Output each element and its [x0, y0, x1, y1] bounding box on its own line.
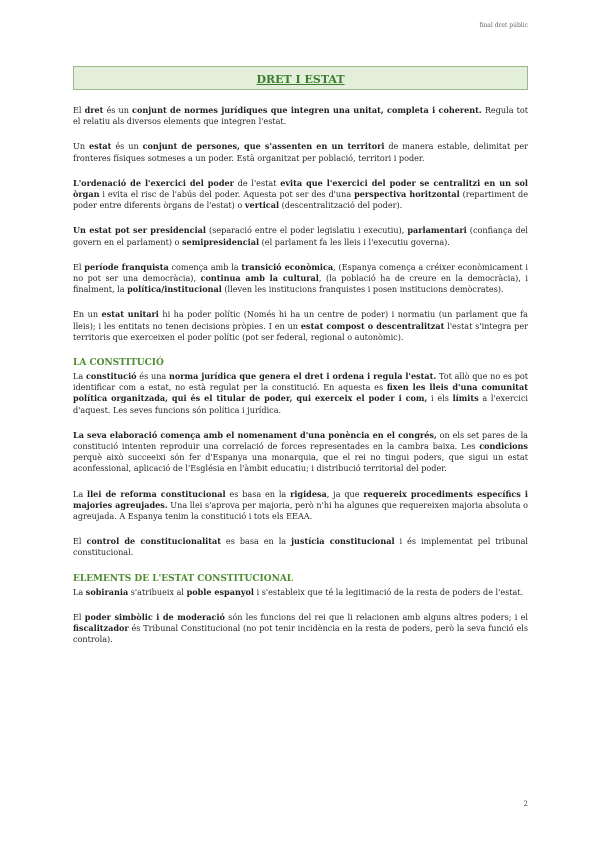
bold-term: L'ordenació de l'exercici del poder — [73, 177, 234, 188]
paragraph: El control de constitucionalitat es basa en la justícia constitucional i és implementat pel tribunal constitucional. — [73, 536, 528, 558]
paragraph: La constitució és una norma jurídica que genera el dret i ordena i regula l'estat. Tot allò que no es pot identificar com a estat, no està regulat per la constitució. En aquesta es fixen les lleis d'una comunitat política organitzada, qui és el titular de poder, qui exerceix el poder i com, i els límits a l'exercici d'aquest. Les seves funcions són política i jurídica. — [73, 371, 529, 415]
bold-term: política/institucional — [127, 284, 222, 295]
bold-term: evita que l'exercici del poder se centralitzi en un sol òrgan — [73, 177, 528, 200]
paragraph: Un estat és un conjunt de persones, que s'assenten en un territori de manera estable, delimitat per fronteres físiques sotmeses a un poder. Està organitzat per població, territori i poder. — [73, 141, 529, 163]
paragraph: La seva elaboració comença amb el nomenament d'una ponència en el congrés, on els set pares de la constitució intenten reproduir una correlació de forces representades en la cambra baixa. Les condicions perquè això succeeixi són fer d'Espanya una monarquia, que el rei no tingui poders, que sigui un estat aconfessional, aplicació de l'Església en l'àmbit educatiu; i distribució territorial del poder. — [73, 429, 528, 474]
bold-term: vertical — [244, 200, 280, 211]
bold-term: parlamentari — [407, 225, 467, 236]
paragraph: El poder simbòlic i de moderació són les funcions del rei que li relacionen amb alguns altres poders; i el fiscalitzador és Tribunal Constitucional (no pot tenir incidència en la resta de poders, però la seva funció els controla). — [73, 611, 528, 645]
bold-term: condicions — [479, 441, 528, 452]
section-heading: ELEMENTS DE L'ESTAT CONSTITUCIONAL — [73, 573, 294, 584]
bold-term: estat unitari — [101, 309, 159, 320]
paragraph: El dret és un conjunt de normes jurídiques que integren una unitat, completa i coherent. Regula tot el relatiu als diversos elements que integren l'estat. — [73, 105, 528, 127]
paragraph: L'ordenació de l'exercici del poder de l'estat evita que l'exercici del poder se centralitzi en un sol òrgan i evita el risc de l'abús del poder. Aquesta pot ser des d'una perspectiva horitzontal (repartiment de poder entre diferents òrgans de l'estat) o vertical (descentralització del poder). — [73, 177, 528, 211]
paragraph: En un estat unitari hi ha poder polític (Només hi ha un centre de poder) i normatiu (un parlament que fa lleis); i les entitats no tenen decisions pròpies. I en un estat compost o descentralitzat l'estat s'integra per territoris que exerceixen el poder polític (pot ser federal, regional o autonòmic). — [73, 309, 528, 342]
bold-term: continua amb la cultural — [200, 273, 319, 284]
bold-term: rigidesa — [290, 488, 327, 499]
bold-term: poble espanyol — [186, 586, 255, 597]
bold-term: poder simbòlic i de moderació — [84, 611, 225, 622]
document-body — [73, 66, 528, 660]
bold-term: període franquista — [84, 261, 169, 272]
bold-term: semipresidencial — [182, 236, 260, 247]
bold-term: norma jurídica que genera el dret i ordena i regula l'estat. — [169, 371, 437, 382]
bold-term: estat compost o descentralitzat — [300, 320, 445, 331]
bold-term: justícia constitucional — [291, 536, 395, 547]
bold-term: sobirania — [85, 586, 129, 597]
bold-term: transició econòmica — [241, 261, 334, 272]
header-note: final dret públic — [479, 22, 528, 29]
page-title: DRET I ESTAT — [256, 73, 345, 86]
bold-term: perspectiva horitzontal — [354, 189, 460, 200]
bold-term: estat — [88, 141, 112, 152]
bold-term: fiscalitzador — [73, 623, 129, 634]
paragraph: La llei de reforma constitucional es basa en la rigidesa, ja que requereix procediments específics i majories agreujades. Una llei s'aprova per majoria, però n'hi ha algunes que requereixen majoria absoluta o agreujada. A Espanya tenim la constitució i tots els EEAA. — [73, 488, 528, 522]
paragraph: La sobirania s'atribueix al poble espanyol i s'estableix que té la legitimació de la resta de poders de l'estat. — [73, 586, 524, 597]
bold-term: conjunt de normes jurídiques que integren una unitat, completa i coherent. — [132, 105, 482, 115]
bold-term: constitució — [85, 371, 137, 382]
bold-term: requereix procediments específics i majories agreujades. — [73, 488, 528, 510]
bold-term: control de constitucionalitat — [86, 536, 221, 547]
title-banner — [73, 66, 528, 90]
bold-term: dret — [84, 105, 104, 115]
bold-term: conjunt de persones, que s'assenten en un territori — [142, 141, 385, 152]
bold-term: fixen les lleis d'una comunitat política organitzada, qui és el titular de poder, qui exerceix el poder i com, — [73, 382, 528, 404]
paragraph: Un estat pot ser presidencial (separació entre el poder legislatiu i executiu), parlamentari (confiança del govern en el parlament) o semipresidencial (el parlament fa les lleis i l'executiu governa). — [73, 225, 528, 247]
bold-term: La seva elaboració comença amb el nomenament d'una ponència en el congrés, — [73, 429, 437, 440]
bold-term: Un estat pot ser presidencial — [73, 225, 206, 236]
section-heading: LA CONSTITUCIÓ — [73, 358, 164, 369]
page-number: 2 — [523, 800, 528, 808]
bold-term: límits — [452, 393, 479, 404]
bold-term: llei de reforma constitucional — [87, 488, 226, 499]
paragraph: El període franquista comença amb la transició econòmica, (Espanya comença a créixer econòmicament i no pot ser una democràcia), continua amb la cultural, (la població ha de creure en la democràcia), i finalment, la política/institucional (lleven les institucions franquistes i posen institucions demòcrates). — [73, 261, 528, 295]
